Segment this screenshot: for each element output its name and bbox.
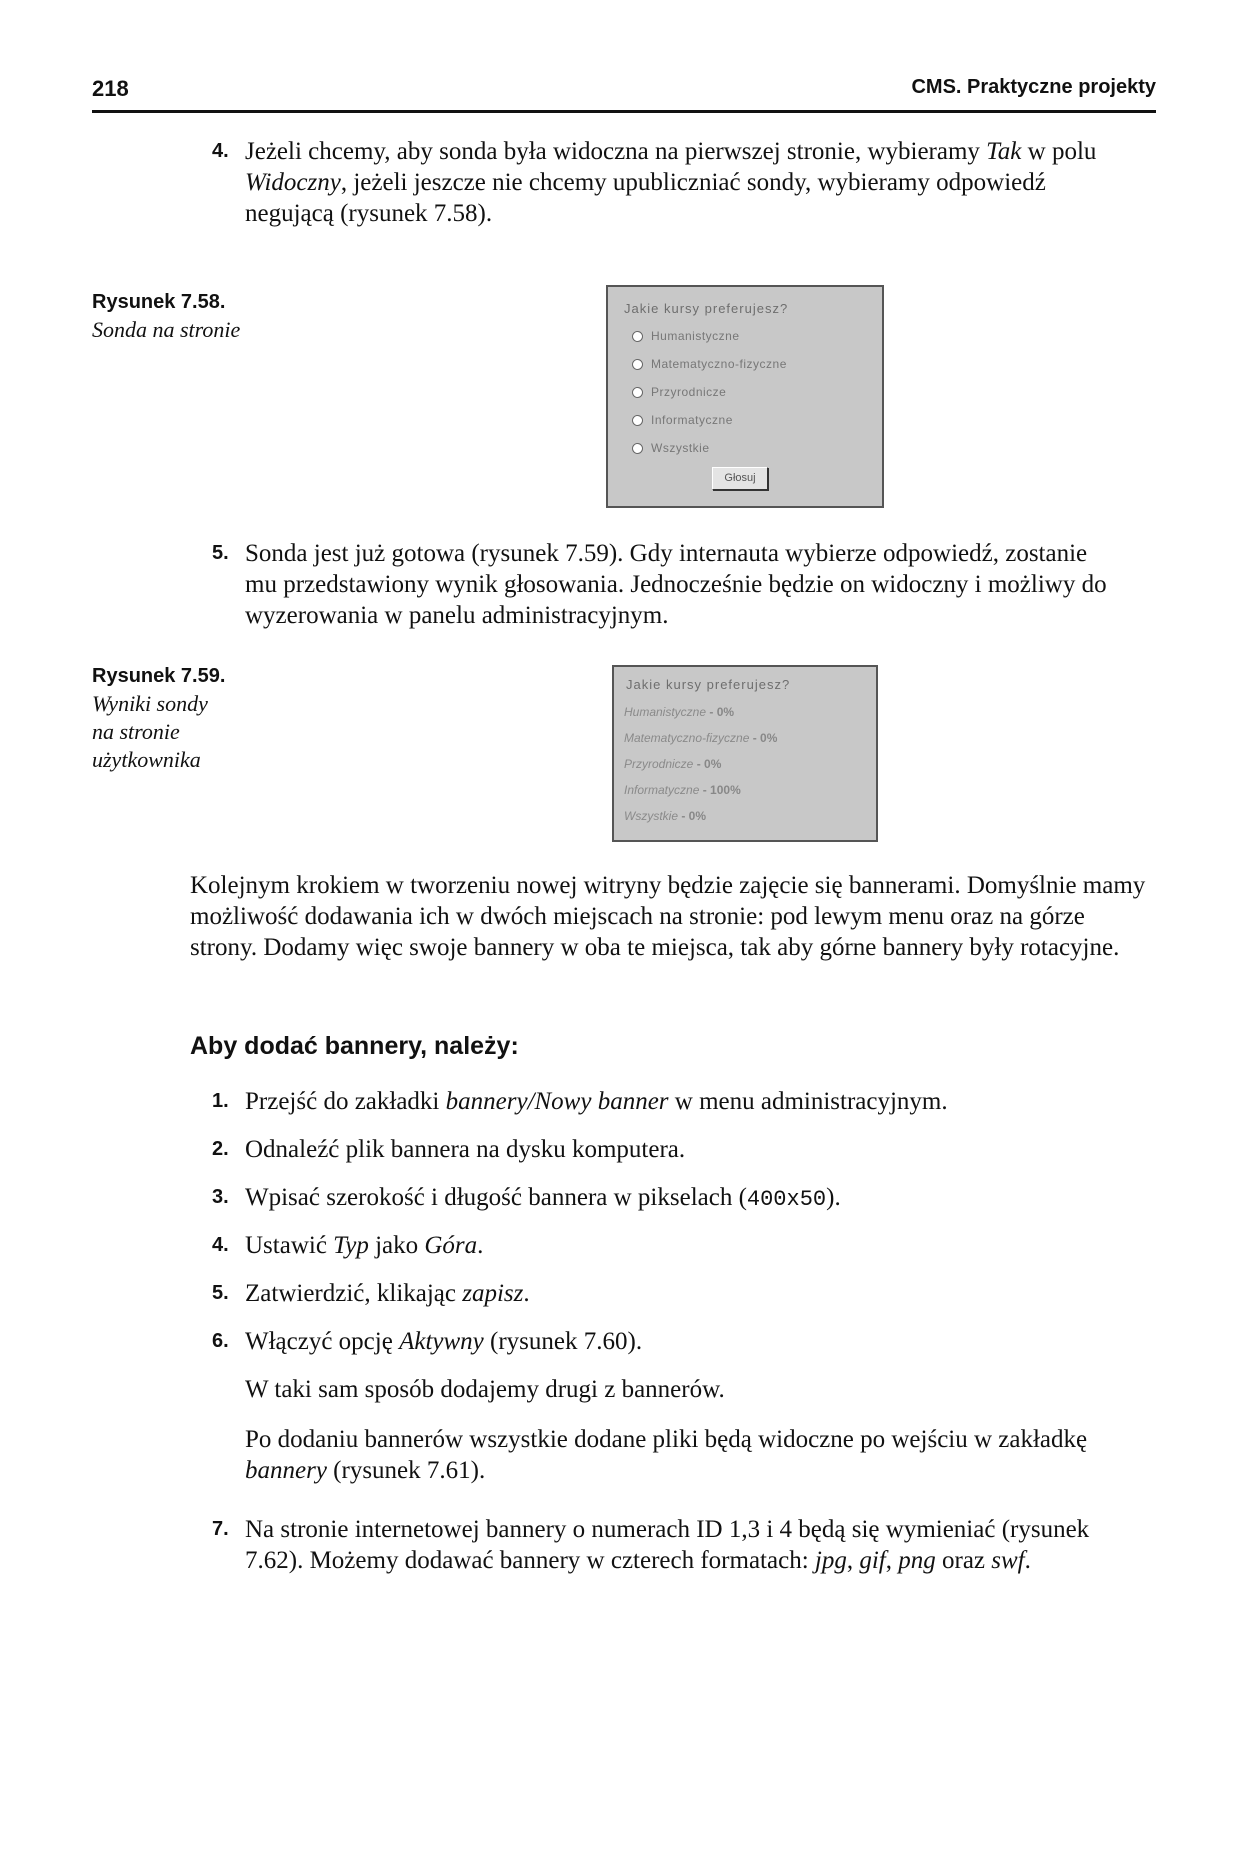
item-text: Odnaleźć plik bannera na dysku komputera. bbox=[245, 1136, 686, 1163]
radio-icon[interactable] bbox=[632, 331, 643, 342]
text-emphasis: Tak bbox=[986, 138, 1022, 165]
item-number: 5. bbox=[212, 1282, 229, 1304]
radio-icon[interactable] bbox=[632, 387, 643, 398]
result-percent: - 0% bbox=[709, 705, 735, 719]
option-label: Wszystkie bbox=[651, 441, 710, 455]
item-number: 4. bbox=[212, 1234, 229, 1256]
result-name: Matematyczno-fizyczne bbox=[624, 731, 750, 745]
result-percent: - 0% bbox=[681, 809, 707, 823]
poll-result bbox=[624, 757, 721, 771]
step-6 bbox=[212, 1326, 1112, 1357]
text-emphasis: Góra bbox=[424, 1232, 478, 1259]
step-7 bbox=[212, 1514, 1112, 1576]
figure-caption-text: Sonda na stronie bbox=[92, 317, 241, 342]
body-paragraph: Kolejnym krokiem w tworzeniu nowej witryny będzie zajęcie się bannerami. Domyślnie mamy możliwość dodawania ich w dwóch miejscach na stronie: pod lewym menu oraz na górze strony. Dodamy więc swoje bannery w oba te miejsca, tak aby górne bannery były rotacyjne. bbox=[190, 872, 1146, 961]
text-run: Przejść do zakładki bbox=[245, 1088, 446, 1115]
step-5 bbox=[212, 1278, 1112, 1309]
item-text bbox=[245, 136, 1112, 229]
step-3 bbox=[212, 1182, 1112, 1215]
text-run: , bbox=[885, 1547, 899, 1574]
text-run: Wpisać szerokość i długość bannera w pikselach ( bbox=[245, 1184, 747, 1211]
list-item-5 bbox=[212, 538, 1112, 631]
text-run: . bbox=[477, 1232, 484, 1259]
option-label: Matematyczno-fizyczne bbox=[651, 357, 787, 371]
text-run: Po dodaniu bannerów wszystkie dodane pliki będą widoczne po wejściu w zakładkę bbox=[245, 1426, 1088, 1453]
item-number: 2. bbox=[212, 1138, 229, 1160]
text-run: ). bbox=[826, 1184, 841, 1211]
poll-result bbox=[624, 809, 706, 823]
figure-caption-line: Wyniki sondy bbox=[92, 691, 208, 716]
item-text bbox=[245, 1326, 1112, 1357]
item-text bbox=[245, 1514, 1112, 1576]
text-run: oraz bbox=[935, 1547, 992, 1574]
figure-label: Rysunek 7.59. bbox=[92, 665, 226, 687]
text-run: , bbox=[846, 1547, 860, 1574]
poll-option[interactable] bbox=[632, 329, 740, 343]
text-run: . bbox=[523, 1280, 530, 1307]
text-emphasis: jpg bbox=[814, 1547, 847, 1574]
option-label: Humanistyczne bbox=[651, 329, 740, 343]
text-emphasis: gif bbox=[859, 1547, 886, 1574]
result-percent: - 100% bbox=[702, 783, 741, 797]
result-percent: - 0% bbox=[752, 731, 778, 745]
text-emphasis: png bbox=[898, 1547, 936, 1574]
text-run: w polu bbox=[1027, 138, 1097, 165]
radio-icon[interactable] bbox=[632, 359, 643, 370]
page-header bbox=[92, 72, 1156, 113]
text-run: Ustawić bbox=[245, 1232, 334, 1259]
text-run: jako bbox=[368, 1232, 425, 1259]
section-heading: Aby dodać bannery, należy: bbox=[190, 1032, 519, 1060]
figure-caption-7-59 bbox=[92, 662, 272, 774]
result-name: Przyrodnicze bbox=[624, 757, 694, 771]
text-run: Zatwierdzić, klikając bbox=[245, 1280, 463, 1307]
text-emphasis: Widoczny bbox=[245, 169, 341, 196]
poll-option[interactable] bbox=[632, 357, 787, 371]
text-run: (rysunek 7.60). bbox=[483, 1328, 643, 1355]
list-item-4 bbox=[212, 136, 1112, 229]
figure-caption-line: użytkownika bbox=[92, 747, 201, 772]
poll-question: Jakie kursy preferujesz? bbox=[624, 301, 789, 316]
item-text bbox=[245, 1278, 1112, 1309]
step-1 bbox=[212, 1086, 1112, 1117]
poll-widget-screenshot bbox=[606, 285, 884, 508]
text-emphasis: Aktywny bbox=[399, 1328, 484, 1355]
text-run: Włączyć opcję bbox=[245, 1328, 400, 1355]
item-text bbox=[245, 1086, 1112, 1117]
vote-button[interactable]: Głosuj bbox=[712, 467, 768, 490]
text-emphasis: zapisz bbox=[462, 1280, 524, 1307]
result-name: Informatyczne bbox=[624, 783, 700, 797]
radio-icon[interactable] bbox=[632, 415, 643, 426]
figure-caption-7-58 bbox=[92, 288, 272, 344]
poll-result bbox=[624, 783, 741, 797]
result-percent: - 0% bbox=[696, 757, 722, 771]
poll-question: Jakie kursy preferujesz? bbox=[626, 677, 791, 692]
code-text: 400x50 bbox=[746, 1187, 827, 1212]
running-title: CMS. Praktyczne projekty bbox=[911, 76, 1156, 98]
result-name: Wszystkie bbox=[624, 809, 678, 823]
text-run: (rysunek 7.61). bbox=[326, 1457, 486, 1484]
poll-option[interactable] bbox=[632, 413, 733, 427]
option-label: Przyrodnicze bbox=[651, 385, 727, 399]
item-number: 6. bbox=[212, 1330, 229, 1352]
step-note: W taki sam sposób dodajemy drugi z bannerów. bbox=[245, 1376, 725, 1403]
radio-icon[interactable] bbox=[632, 443, 643, 454]
option-label: Informatyczne bbox=[651, 413, 733, 427]
page-number: 218 bbox=[92, 76, 129, 101]
step-4 bbox=[212, 1230, 1112, 1261]
text-emphasis: swf bbox=[991, 1547, 1025, 1574]
item-number: 1. bbox=[212, 1090, 229, 1112]
text-emphasis: Typ bbox=[333, 1232, 369, 1259]
poll-result bbox=[624, 705, 734, 719]
item-number: 7. bbox=[212, 1518, 229, 1540]
text-emphasis: bannery/Nowy banner bbox=[445, 1088, 669, 1115]
item-number: 3. bbox=[212, 1186, 229, 1208]
poll-result bbox=[624, 731, 777, 745]
item-number: 5. bbox=[212, 542, 229, 564]
text-emphasis: bannery bbox=[245, 1457, 327, 1484]
figure-caption-line: na stronie bbox=[92, 719, 180, 744]
result-name: Humanistyczne bbox=[624, 705, 707, 719]
step-note bbox=[245, 1424, 1105, 1486]
poll-option[interactable] bbox=[632, 441, 710, 455]
item-number: 4. bbox=[212, 140, 229, 162]
item-text bbox=[245, 1182, 1112, 1215]
text-run: w menu administracyjnym. bbox=[668, 1088, 948, 1115]
poll-option[interactable] bbox=[632, 385, 726, 399]
figure-label: Rysunek 7.58. bbox=[92, 291, 226, 313]
poll-results-screenshot bbox=[612, 665, 878, 842]
item-text: Sonda jest już gotowa (rysunek 7.59). Gdy internauta wybierze odpowiedź, zostanie mu przedstawiony wynik głosowania. Jednocześnie będzie on widoczny i możliwy do wyzerowania w panelu administracyjnym. bbox=[245, 540, 1107, 629]
step-2 bbox=[212, 1134, 1112, 1165]
text-run: , jeżeli jeszcze nie chcemy upubliczniać sondy, wybieramy odpowiedź negującą (rysunek 7.58). bbox=[245, 169, 1046, 227]
text-run: Na stronie internetowej bannery o numerach ID 1,3 i 4 będą się wymieniać (rysunek 7.62). Możemy dodawać bannery w czterech formatach: bbox=[245, 1516, 1090, 1574]
text-run: . bbox=[1024, 1547, 1031, 1574]
text-run: Jeżeli chcemy, aby sonda była widoczna na pierwszej stronie, wybieramy bbox=[245, 138, 987, 165]
item-text bbox=[245, 1230, 1112, 1261]
